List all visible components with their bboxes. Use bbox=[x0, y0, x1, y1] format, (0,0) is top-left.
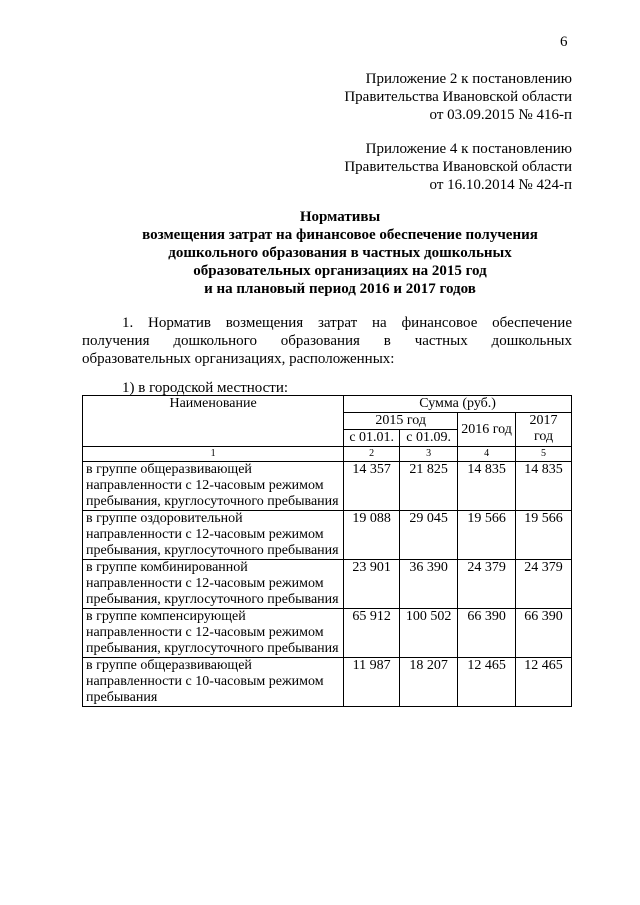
cell-2015-sep: 18 207 bbox=[400, 658, 458, 707]
cell-2017: 19 566 bbox=[516, 511, 572, 560]
column-index: 4 bbox=[458, 447, 516, 462]
header-2017 bbox=[516, 413, 572, 447]
cell-2015-sep: 21 825 bbox=[400, 462, 458, 511]
appendix-line: Приложение 4 к постановлению bbox=[365, 141, 572, 157]
appendix-line: от 16.10.2014 № 424-п bbox=[429, 177, 572, 193]
appendix-line: Приложение 2 к постановлению bbox=[365, 71, 572, 87]
header-from-0101: с 01.01. bbox=[344, 430, 400, 447]
cell-2015-jan: 19 088 bbox=[344, 511, 400, 560]
column-index: 2 bbox=[344, 447, 400, 462]
column-index-row bbox=[83, 447, 572, 462]
cell-2015-jan: 11 987 bbox=[344, 658, 400, 707]
cell-2015-jan: 14 357 bbox=[344, 462, 400, 511]
title-line: дошкольного образования в частных дошкольных bbox=[168, 245, 512, 261]
appendix-4-block bbox=[344, 140, 572, 194]
cell-2017: 24 379 bbox=[516, 560, 572, 609]
norms-table bbox=[82, 395, 572, 707]
cell-2015-sep: 36 390 bbox=[400, 560, 458, 609]
row-name: в группе общеразвивающей направленности с 12-часовым режимом пребывания, круглосуточного пребывания bbox=[83, 462, 344, 511]
table-row bbox=[83, 511, 572, 560]
cell-2015-jan: 65 912 bbox=[344, 609, 400, 658]
cell-2016: 19 566 bbox=[458, 511, 516, 560]
cell-2015-jan: 23 901 bbox=[344, 560, 400, 609]
cell-2017: 14 835 bbox=[516, 462, 572, 511]
subheading-urban: 1) в городской местности: bbox=[122, 380, 289, 396]
row-name: в группе комбинированной направленности с 12-часовым режимом пребывания, круглосуточного пребывания bbox=[83, 560, 344, 609]
column-index: 5 bbox=[516, 447, 572, 462]
cell-2016: 12 465 bbox=[458, 658, 516, 707]
appendix-line: от 03.09.2015 № 416-п bbox=[429, 107, 572, 123]
header-from-0109: с 01.09. bbox=[400, 430, 458, 447]
table-row bbox=[83, 560, 572, 609]
cell-2016: 66 390 bbox=[458, 609, 516, 658]
cell-2016: 24 379 bbox=[458, 560, 516, 609]
paragraph-1 bbox=[82, 314, 572, 368]
header-2016: 2016 год bbox=[458, 413, 516, 447]
table-row bbox=[83, 462, 572, 511]
row-name: в группе компенсирующей направленности с 12-часовым режимом пребывания, круглосуточного пребывания bbox=[83, 609, 344, 658]
title-line: образовательных организациях на 2015 год bbox=[193, 263, 487, 279]
row-name: в группе общеразвивающей направленности с 10-часовым режимом пребывания bbox=[83, 658, 344, 707]
table-header-row bbox=[83, 396, 572, 413]
table-row bbox=[83, 658, 572, 707]
header-2017-line: год bbox=[533, 429, 554, 444]
cell-2015-sep: 100 502 bbox=[400, 609, 458, 658]
title-line: и на плановый период 2016 и 2017 годов bbox=[204, 281, 476, 297]
title-line: Нормативы bbox=[299, 209, 381, 225]
page-number: 6 bbox=[560, 34, 568, 50]
cell-2015-sep: 29 045 bbox=[400, 511, 458, 560]
header-sum: Сумма (руб.) bbox=[344, 396, 572, 413]
row-name: в группе оздоровительной направленности с 12-часовым режимом пребывания, круглосуточного пребывания bbox=[83, 511, 344, 560]
document-title bbox=[80, 208, 600, 298]
title-line: возмещения затрат на финансовое обеспечение получения bbox=[142, 227, 538, 243]
appendix-line: Правительства Ивановской области bbox=[344, 159, 572, 175]
cell-2017: 66 390 bbox=[516, 609, 572, 658]
appendix-line: Правительства Ивановской области bbox=[344, 89, 572, 105]
column-index: 3 bbox=[400, 447, 458, 462]
header-name: Наименование bbox=[83, 396, 344, 447]
appendix-2-block bbox=[344, 70, 572, 124]
cell-2017: 12 465 bbox=[516, 658, 572, 707]
cell-2016: 14 835 bbox=[458, 462, 516, 511]
header-2015: 2015 год bbox=[344, 413, 458, 430]
column-index: 1 bbox=[83, 447, 344, 462]
header-2017-line: 2017 bbox=[529, 413, 558, 428]
table-row bbox=[83, 609, 572, 658]
paragraph-text: 1. Норматив возмещения затрат на финансовое обеспечение получения дошкольного образования в частных дошкольных образовательных организациях, расположенных: bbox=[82, 315, 572, 367]
